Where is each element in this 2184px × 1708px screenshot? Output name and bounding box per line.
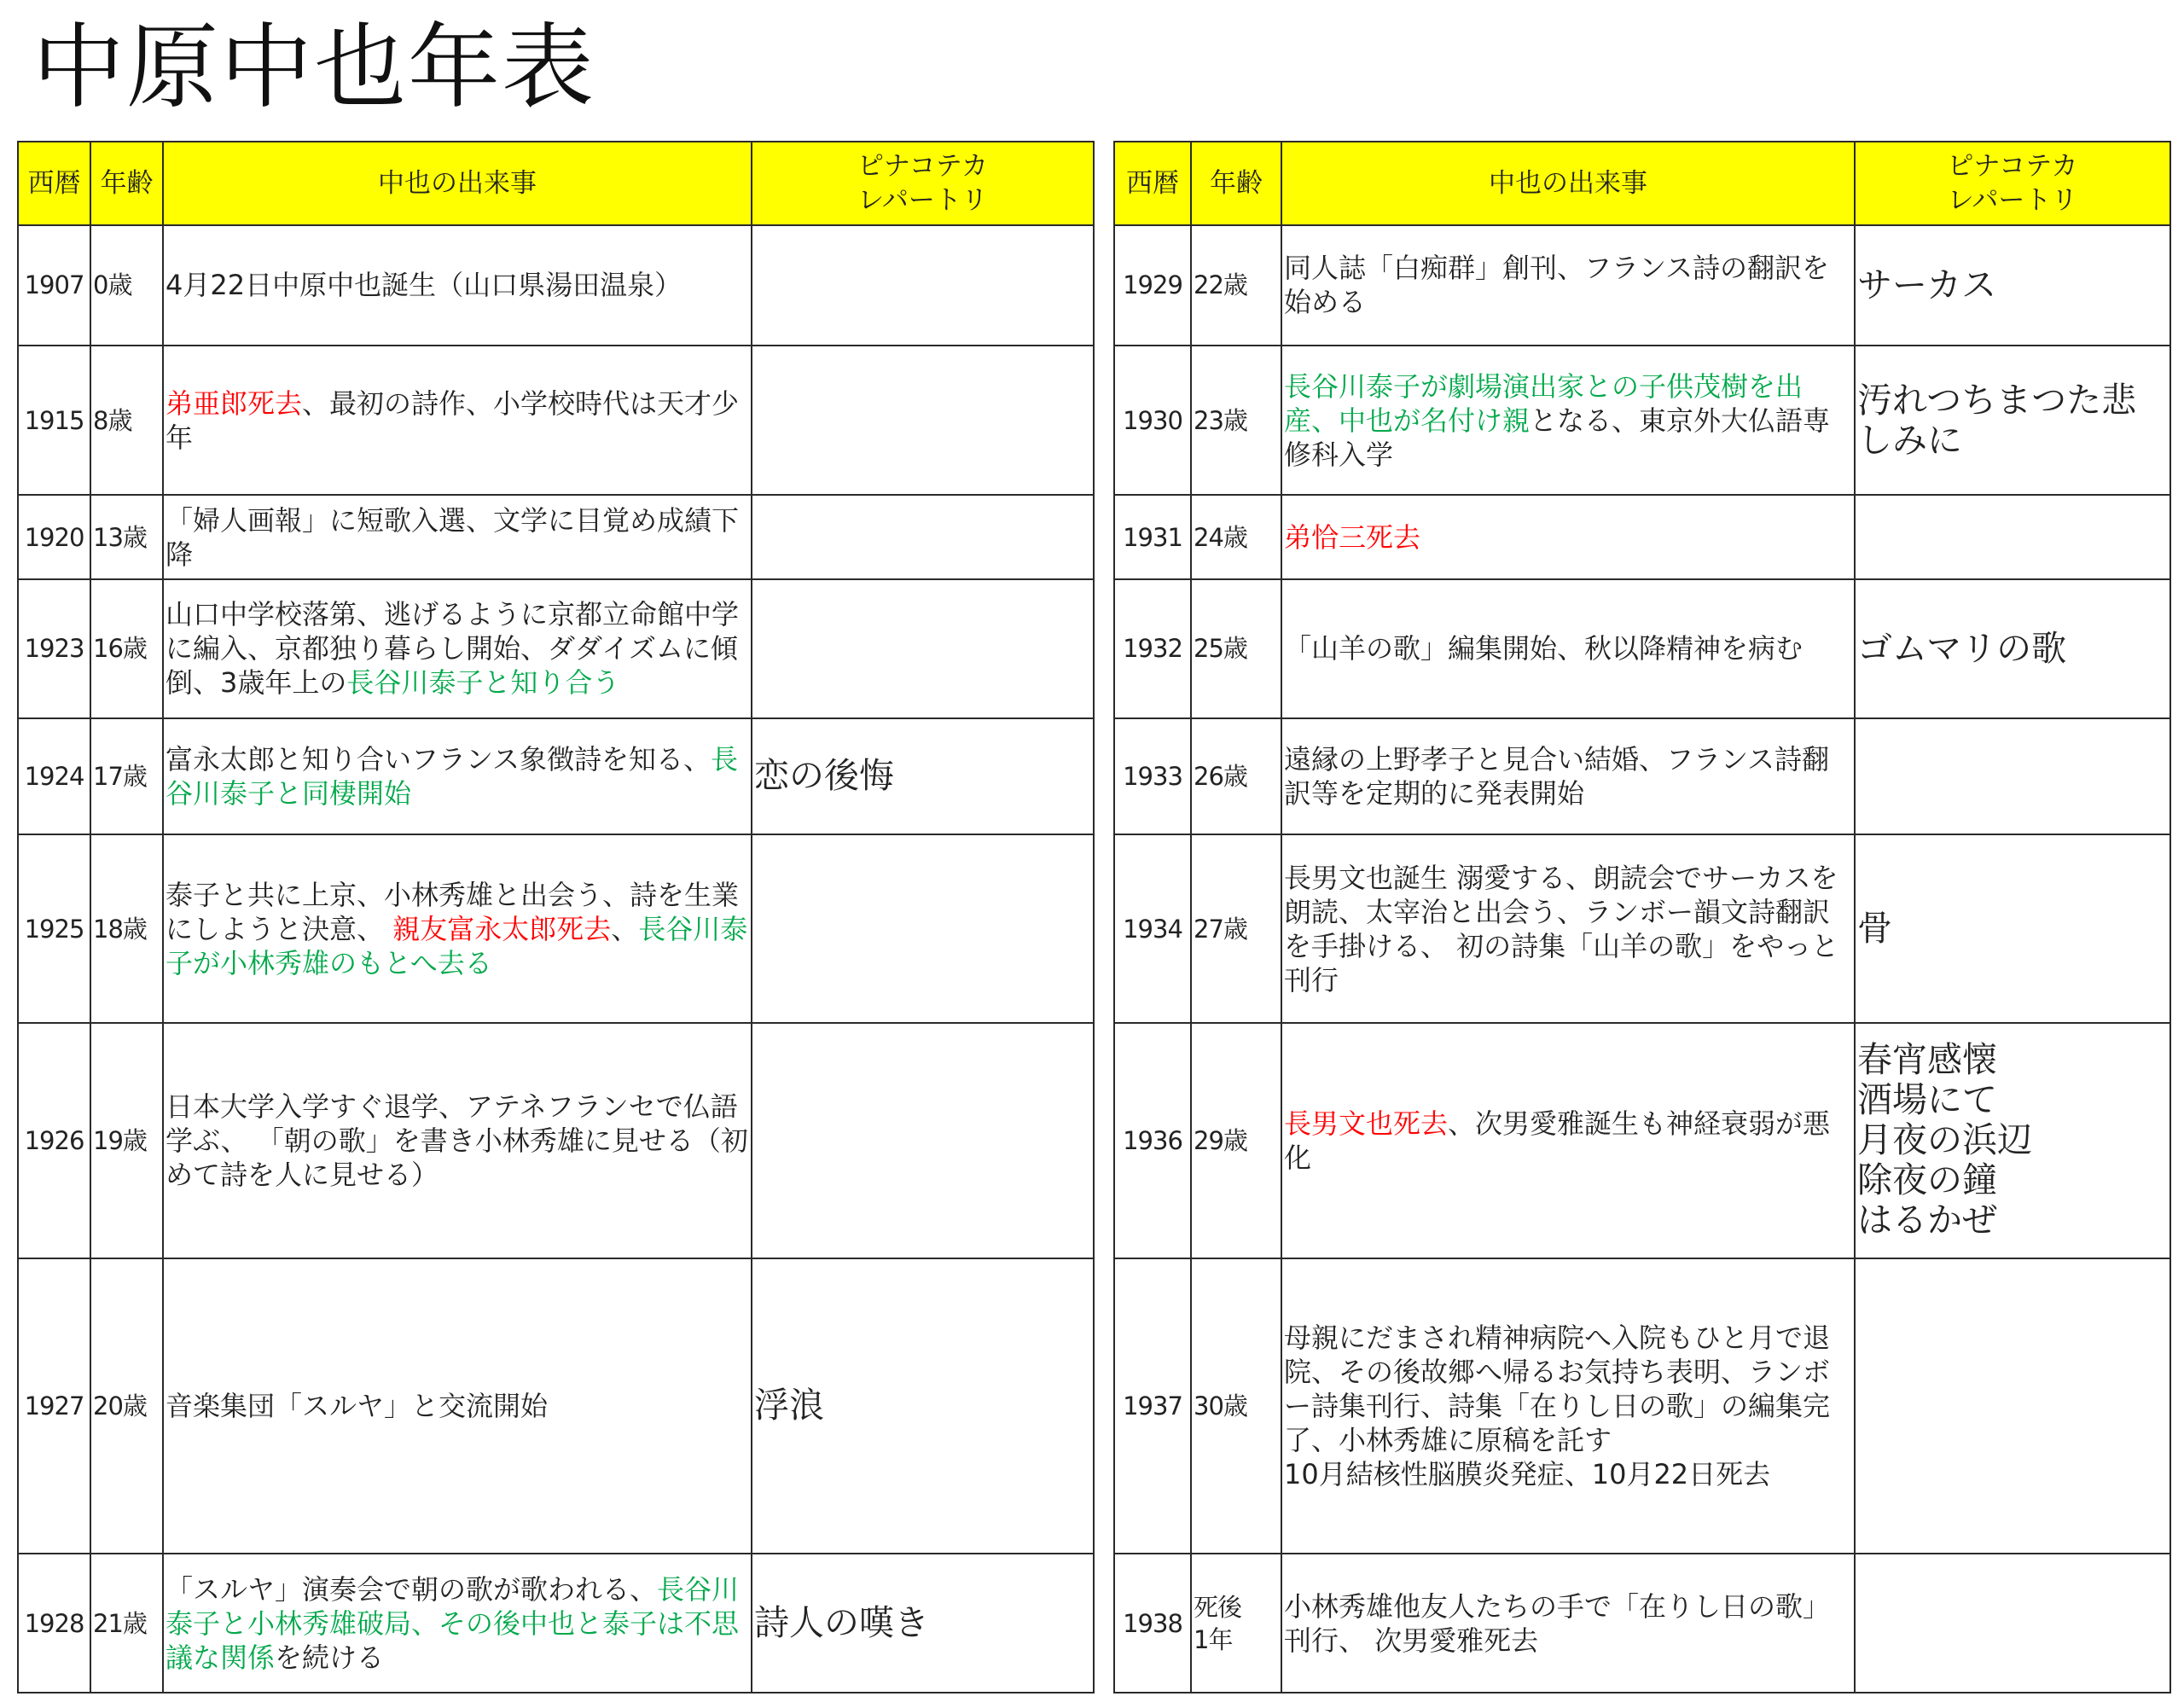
year-cell: 1927 [18, 1258, 90, 1554]
year-cell: 1928 [18, 1554, 90, 1693]
event-text-green: 長谷川泰子と知り合う [346, 666, 620, 700]
header-repertoire-line2: レパートリ [1947, 185, 2078, 216]
year-cell: 1929 [1114, 225, 1191, 346]
age-cell: 21歳 [90, 1554, 163, 1693]
repertoire-cell [1855, 1554, 2170, 1693]
repertoire-cell [1855, 718, 2170, 835]
event-text: 音楽集団「スルヤ」と交流開始 [166, 1389, 549, 1422]
table-row [18, 579, 1094, 718]
event-cell [1281, 579, 1855, 718]
event-text-red: 親友富永太郎死去 [392, 912, 612, 945]
repertoire-cell [752, 346, 1094, 496]
year-cell: 1923 [18, 579, 90, 718]
header-repertoire-line2: レパートリ [857, 185, 988, 216]
repertoire-cell: 浮浪 [752, 1258, 1094, 1554]
repertoire-cell [752, 1023, 1094, 1258]
header-event: 中也の出来事 [1281, 142, 1855, 225]
year-cell: 1938 [1114, 1554, 1191, 1693]
event-text: 母親にだまされ精神病院へ入院もひと月で退院、その後故郷へ帰るお気持ち表明、ランボー詩集刊行、詩集「在りし日の歌」の編集完了、小林秀雄に原稿を託す 10月結核性脳膜炎発症、10月22日死去 [1284, 1321, 1831, 1490]
age-cell: 死後 1年 [1191, 1554, 1281, 1693]
age-cell: 23歳 [1191, 346, 1281, 496]
table-row [1114, 346, 2170, 496]
repertoire-cell: 汚れつちまつた悲しみに [1855, 346, 2170, 496]
event-cell [1281, 834, 1855, 1023]
event-cell [1281, 225, 1855, 346]
event-text: 富永太郎と知り合いフランス象徴詩を知る、 [166, 742, 712, 776]
header-age: 年齢 [90, 142, 163, 225]
table-row [18, 495, 1094, 578]
event-cell [1281, 718, 1855, 835]
repertoire-cell: 春宵感懐 酒場にて 月夜の浜辺 除夜の鐘 はるかぜ [1855, 1023, 2170, 1258]
header-row [18, 142, 1094, 225]
table-row [1114, 718, 2170, 835]
age-cell: 8歳 [90, 346, 163, 496]
event-text: 遠縁の上野孝子と見合い結婚、フランス詩翻訳等を定期的に発表開始 [1284, 742, 1830, 810]
event-text: 、次男愛雅誕生も神経衰弱が悪化 [1284, 1107, 1831, 1174]
year-cell: 1920 [18, 495, 90, 578]
event-text-green: 長谷川泰子と小林秀雄破局、その後中也と泰子は不思議な関係 [166, 1572, 740, 1674]
header-year: 西暦 [18, 142, 90, 225]
repertoire-cell: 詩人の嘆き [752, 1554, 1094, 1693]
age-cell: 25歳 [1191, 579, 1281, 718]
table-row [1114, 834, 2170, 1023]
repertoire-cell [1855, 1258, 2170, 1554]
year-cell: 1937 [1114, 1258, 1191, 1554]
event-text: 、最初の詩作、小学校時代は天才少年 [166, 386, 740, 454]
event-text: 長男文也誕生 溺愛する、朗読会でサーカスを朗読、太宰治と出会う、ランボー韻文詩翻訳を手掛ける、 初の詩集「山羊の歌」をやっと刊行 [1284, 861, 1839, 996]
header-year: 西暦 [1114, 142, 1191, 225]
repertoire-cell: 骨 [1855, 834, 2170, 1023]
age-cell: 0歳 [90, 225, 163, 346]
age-cell: 13歳 [90, 495, 163, 578]
year-cell: 1930 [1114, 346, 1191, 496]
event-text: 日本大学入学すぐ退学、アテネフランセで仏語学ぶ、 「朝の歌」を書き小林秀雄に見せる（初めて詩を人に見せる） [166, 1089, 748, 1191]
chronology-table-left [17, 141, 1095, 1693]
age-cell: 16歳 [90, 579, 163, 718]
event-cell [163, 495, 752, 578]
event-cell [163, 1554, 752, 1693]
event-cell [163, 718, 752, 835]
year-cell: 1931 [1114, 495, 1191, 578]
header-repertoire-line1: ピナコテカ [1947, 151, 2078, 182]
header-event: 中也の出来事 [163, 142, 752, 225]
year-cell: 1915 [18, 346, 90, 496]
event-cell [163, 346, 752, 496]
event-text: 山口中学校落第、逃げるように京都立命館中学に編入、京都独り暮らし開始、ダダイズムに傾倒、3歳年上の [166, 598, 740, 700]
repertoire-cell: ゴムマリの歌 [1855, 579, 2170, 718]
table-row [18, 225, 1094, 346]
header-age: 年齢 [1191, 142, 1281, 225]
repertoire-cell: サーカス [1855, 225, 2170, 346]
year-cell: 1932 [1114, 579, 1191, 718]
age-cell: 22歳 [1191, 225, 1281, 346]
repertoire-cell: 恋の後悔 [752, 718, 1094, 835]
event-cell [163, 1258, 752, 1554]
year-cell: 1925 [18, 834, 90, 1023]
table-row [18, 834, 1094, 1023]
year-cell: 1924 [18, 718, 90, 835]
age-cell: 20歳 [90, 1258, 163, 1554]
year-cell: 1926 [18, 1023, 90, 1258]
event-text: を続ける [275, 1641, 385, 1674]
table-row [18, 718, 1094, 835]
age-cell: 24歳 [1191, 495, 1281, 578]
table-row [1114, 495, 2170, 578]
event-text-green: 長谷川泰子と同棲開始 [166, 742, 739, 810]
event-text-green: 長谷川泰子が劇場演出家との子供茂樹を出産、中也が名付け親 [1284, 369, 1804, 437]
event-text: 「婦人画報」に短歌入選、文学に目覚め成績下降 [166, 503, 740, 571]
event-cell [1281, 1023, 1855, 1258]
year-cell: 1936 [1114, 1023, 1191, 1258]
table-row [1114, 579, 2170, 718]
header-repertoire [1855, 142, 2170, 225]
table-row [1114, 1258, 2170, 1554]
repertoire-cell [1855, 495, 2170, 578]
table-row [18, 1258, 1094, 1554]
event-text-red: 弟恰三死去 [1284, 520, 1421, 554]
chronology-table-right [1113, 141, 2171, 1693]
table-row [18, 346, 1094, 496]
age-cell: 17歳 [90, 718, 163, 835]
year-cell: 1934 [1114, 834, 1191, 1023]
year-cell: 1933 [1114, 718, 1191, 835]
event-cell [1281, 1554, 1855, 1693]
table-row [18, 1554, 1094, 1693]
event-text-red: 弟亜郎死去 [166, 386, 303, 420]
event-text-red: 長男文也死去 [1284, 1107, 1449, 1140]
header-repertoire-line1: ピナコテカ [857, 151, 989, 182]
event-cell [163, 1023, 752, 1258]
event-text: 泰子と共に上京、小林秀雄と出会う、詩を生業にしようと決意、 [166, 878, 740, 945]
table-row [1114, 1023, 2170, 1258]
event-cell [1281, 1258, 1855, 1554]
repertoire-cell [752, 495, 1094, 578]
table-row [1114, 1554, 2170, 1693]
age-cell: 19歳 [90, 1023, 163, 1258]
event-text: 4月22日中原中也誕生（山口県湯田温泉） [166, 269, 682, 302]
table-row [1114, 225, 2170, 346]
event-cell [163, 834, 752, 1023]
age-cell: 30歳 [1191, 1258, 1281, 1554]
age-cell: 27歳 [1191, 834, 1281, 1023]
repertoire-cell [752, 579, 1094, 718]
header-repertoire [752, 142, 1094, 225]
table-body-left [18, 225, 1094, 1693]
event-cell [1281, 495, 1855, 578]
age-cell: 18歳 [90, 834, 163, 1023]
event-cell [1281, 346, 1855, 496]
event-cell [163, 225, 752, 346]
header-row [1114, 142, 2170, 225]
event-text: 「スルヤ」演奏会で朝の歌が歌われる、 [166, 1572, 658, 1606]
event-text: 小林秀雄他友人たちの手で「在りし日の歌」刊行、 次男愛雅死去 [1284, 1589, 1831, 1657]
event-text: 、 [611, 912, 639, 945]
event-text: 「山羊の歌」編集開始、秋以降精神を病む [1284, 632, 1804, 665]
age-cell: 29歳 [1191, 1023, 1281, 1258]
year-cell: 1907 [18, 225, 90, 346]
event-cell [163, 579, 752, 718]
age-cell: 26歳 [1191, 718, 1281, 835]
page-title: 中原中也年表 [32, 15, 596, 121]
event-text-green: 長谷川泰子が小林秀雄のもとへ去る [166, 912, 748, 979]
event-text: となる、東京外大仏語専修科入学 [1284, 404, 1831, 471]
event-text: 同人誌「白痴群」創刊、フランス詩の翻訳を始める [1284, 252, 1830, 319]
table-body-right [1114, 225, 2170, 1693]
repertoire-cell [752, 225, 1094, 346]
table-row [18, 1023, 1094, 1258]
repertoire-cell [752, 834, 1094, 1023]
